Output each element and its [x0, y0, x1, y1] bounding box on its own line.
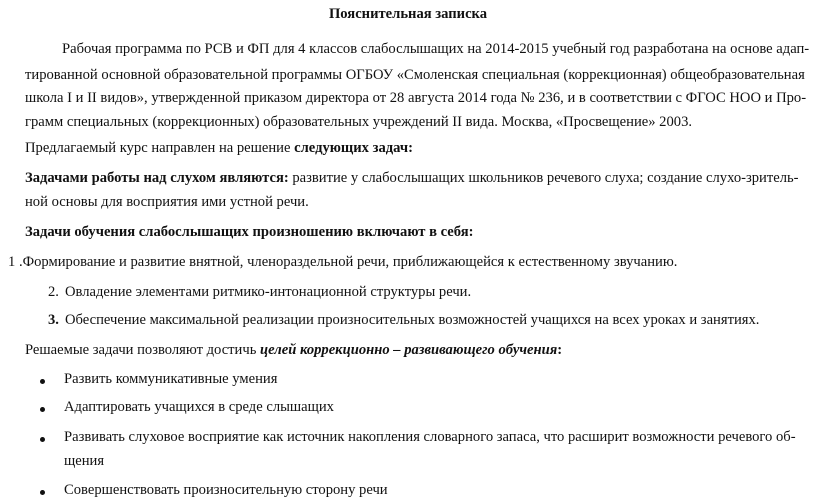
tasks-paragraph [25, 169, 799, 187]
course-text: Предлагаемый курс направлен на решение [25, 140, 295, 156]
item-number: 1 . [8, 254, 23, 270]
course-paragraph [25, 139, 413, 157]
intro-line-4: грамм специальных (коррекционных) образовательных учреждений II вида. Москва, «Просвещение» 2003. [25, 114, 693, 130]
item-number-2: 2. [48, 284, 59, 300]
goal-item-1: Развить коммуникативные умения [64, 371, 278, 387]
item-text: Формирование и развитие внятной, членораздельной речи, приближающейся к естественному звучанию. [22, 254, 678, 270]
bullet-dot [40, 407, 45, 412]
intro-line-2: тированной основной образовательной программы ОГБОУ «Смоленская специальная (коррекционная) общеобразовательная [25, 67, 805, 83]
tasks-text-2: ной основы для восприятия ими устной речи. [25, 194, 309, 210]
bullet-dot [40, 490, 45, 495]
goal-item-4: Совершенствовать произносительную сторону речи [64, 482, 388, 498]
goal-item-3-cont: щения [64, 453, 105, 469]
pronunciation-heading: Задачи обучения слабослышащих произношению включают в себя: [25, 224, 474, 240]
intro-line-3: школа I и II видов», утвержденной приказом директора от 28 августа 2014 года № 236, и в соответствии с ФГОС НОО и Про- [25, 90, 807, 106]
document-title: Пояснительная записка [328, 6, 488, 22]
tasks-text: развитие у слабослышащих школьников речевого слуха; создание слухо-зритель- [288, 170, 799, 186]
tasks-label: Задачами работы над слухом являются: [25, 170, 289, 186]
goals-paragraph [25, 341, 562, 359]
goals-bold-italic: целей коррекционно – развивающего обучения [260, 342, 558, 358]
bullet-dot [40, 379, 45, 384]
goal-item-3: Развивать слуховое восприятие как источник накопления словарного запаса, что расширит возможности речевого об- [64, 429, 796, 445]
bullet-dot [40, 437, 45, 442]
goal-item-2: Адаптировать учащихся в среде слышащих [64, 399, 334, 415]
item-text-2: Овладение элементами ритмико-интонационной структуры речи. [65, 284, 472, 300]
item-text-3: Обеспечение максимальной реализации произносительных возможностей учащихся на всех уроках и занятиях. [65, 312, 760, 328]
item-number-3: 3. [48, 312, 59, 328]
intro-line-1: Рабочая программа по РСВ и ФП для 4 классов слабослышащих на 2014-2015 учебный год разработана на основе адап- [62, 41, 810, 57]
goals-text: Решаемые задачи позволяют достичь [25, 342, 261, 358]
goals-colon: : [557, 342, 563, 358]
course-bold: следующих задач: [294, 140, 413, 156]
numbered-item-1 [8, 253, 677, 271]
